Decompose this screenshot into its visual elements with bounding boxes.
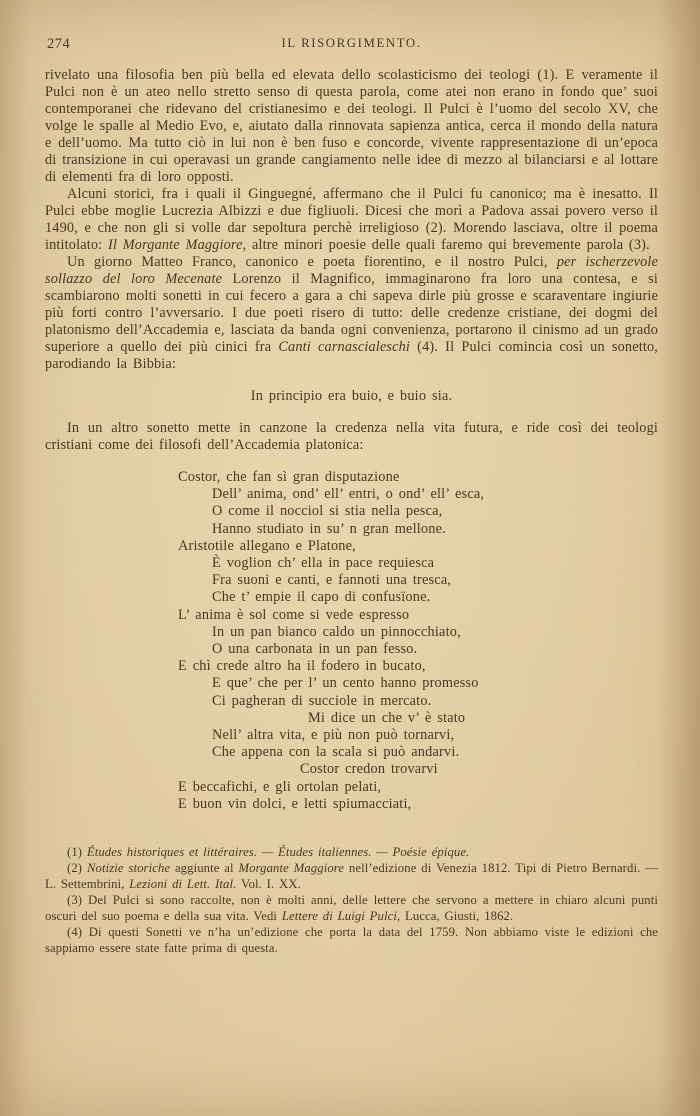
poem-line: Ci pagheran di succiole in mercato. [212, 692, 432, 709]
paragraph: rivelato una filosofia ben più bella ed elevata dello scolasticismo dei teologi (1). E veramente il Pulci non è un ateo nello stretto senso di questa parola, come atei non erano in fondo que’ suoi contemporanei che ridevano del cristianesimo e dei teologi. Il Pulci è l’uomo del secolo XV, che volge le spalle al Medio Evo, e, aiutato dalla rinnovata sapienza antica, cerca il mondo della natura e dell’uomo. Ma tutto ciò in lui non è ben fuso e concorde, vivente rappresentazione di un’epoca di transizione in cui operavasi un grande cangiamento nelle idee di mezzo al bilanciarsi e al lottare di elementi fra di loro opposti. [45, 67, 658, 185]
page-header [45, 36, 658, 53]
body-paragraphs [45, 67, 658, 373]
poem-line: O una carbonata in un pan fesso. [212, 641, 418, 658]
italic-text: Il Morgante Maggiore [107, 237, 243, 253]
poem-line: O come il nocciol si stia nella pesca, [212, 503, 443, 520]
page-body [45, 67, 658, 956]
poem-line: Mi dice un che v’ è stato [308, 709, 466, 726]
poem-line: Nell’ altra vita, e più non può tornarvi, [212, 727, 455, 744]
poem-line: In un pan bianco caldo un pinnocchiato, [212, 623, 461, 640]
poem-line: Fra suoni e canti, e fannoti una tresca, [212, 572, 452, 589]
italic-text: Notizie storiche [86, 861, 171, 876]
sonnet-poem [178, 469, 658, 813]
poem-line: Che appena con la scala si può andarvi. [212, 744, 460, 761]
footnotes [45, 844, 658, 956]
poem-line: L’ anima è sol come si vede espresso [178, 606, 410, 623]
poem-line: E chì crede altro ha il fodero in bucato, [178, 658, 426, 675]
poem-line: Costor credon trovarvi [300, 761, 438, 778]
poem-line: Hanno studiato in su’ n gran mellone. [212, 520, 446, 537]
paragraph: In un altro sonetto mette in canzone la credenza nella vita futura, e ride così dei teologi cristiani come dei filosofi dell’Accademia platonica: [45, 420, 658, 453]
paragraph: Un giorno Matteo Franco, canonico e poeta fiorentino, e il nostro Pulci, per ischerzevole sollazzo del loro Mecenate Lorenzo il Magnifico, immaginarono fra loro una contesa, e si scambiarono molti sonetti in cui fecero a gara a chi sapeva dirle più grosse e scaraventare ingiurie più forti contro l’avversario. I due poeti risero di tutto: delle credenze cristiane, dei dogmi del platonismo dell’Accademia e, lasciata da banda ogni convenienza, portarono il cinismo ad un grado superiore a quello dei più cinici fra Canti carnascialeschi (4). Il Pulci comincia così un sonetto, parodiando la Bibbia: [45, 254, 658, 372]
footnote: (1) Études historiques et littéraires. — Études italiennes. — Poésie épique. [67, 845, 470, 860]
poem-line: Aristotile allegano e Platone, [178, 537, 356, 554]
running-title: IL RISORGIMENTO. [281, 36, 422, 50]
poem-line: E beccafichi, e gli ortolan pelati, [178, 778, 382, 795]
italic-text: Études historiques et littéraires. — Études italiennes. — Poésie épique. [86, 845, 470, 860]
paragraph: Alcuni storici, fra i quali il Ginguegné, affermano che il Pulci fu canonico; ma è inesatto. Il Pulci ebbe moglie Lucrezia Albizzi e due figliuoli. Dicesi che morì a Padova assai povero verso il 1490, e che non gli si volle dar sepoltura perchè irreligioso (2). Morendo lasciava, oltre il poema intitolato: Il Morgante Maggiore, altre minori poesie delle quali faremo qui brevemente parola (3). [45, 186, 658, 253]
page-number: 274 [47, 36, 71, 52]
body-paragraphs-after-quote [45, 420, 658, 454]
poem-line: È voglion ch’ ella in pace requiesca [212, 555, 435, 572]
poem-line: Dell’ anima, ond’ ell’ entri, o ond’ ell’ esca, [212, 486, 485, 503]
italic-text: per ischerzevole sollazzo del loro Mecenate [45, 254, 658, 287]
poem-line: E buon vin dolci, e letti spiumacciati, [178, 795, 412, 812]
italic-text: Morgante Maggiore [238, 861, 345, 876]
footnote: (2) Notizie storiche aggiunte al Morgante Maggiore nell’edizione di Venezia 1812. Tipi di Pietro Bernardi. — L. Settembrini, Lezioni di Lett. Ital. Vol. I. XX. [45, 861, 658, 892]
poem-line: E que’ che per l’ un cento hanno promesso [212, 675, 479, 692]
poem-line: Costor, che fan sì gran disputazione [178, 469, 400, 485]
italic-text: Canti carnascialeschi [278, 339, 411, 355]
italic-text: Lezioni di Lett. Ital. [129, 877, 237, 892]
italic-text: Lettere di Luigi Pulci [281, 909, 397, 924]
footnote: (4) Di questi Sonetti ve n’ha un’edizione che porta la data del 1759. Non abbiamo viste le edizioni che sappiamo essere state fatte prima di questa. [45, 925, 658, 956]
sonnet-opening-quote: In principio era buio, e buio sia. [250, 388, 453, 404]
poem-line: Che t’ empie il capo di confusïone. [212, 589, 431, 606]
footnote: (3) Del Pulci si sono raccolte, non è molti anni, delle lettere che servono a mettere in chiaro alcuni punti oscuri del suo poema e della sua vita. Vedi Lettere di Luigi Pulci, Lucca, Giusti, 1862. [45, 893, 658, 924]
